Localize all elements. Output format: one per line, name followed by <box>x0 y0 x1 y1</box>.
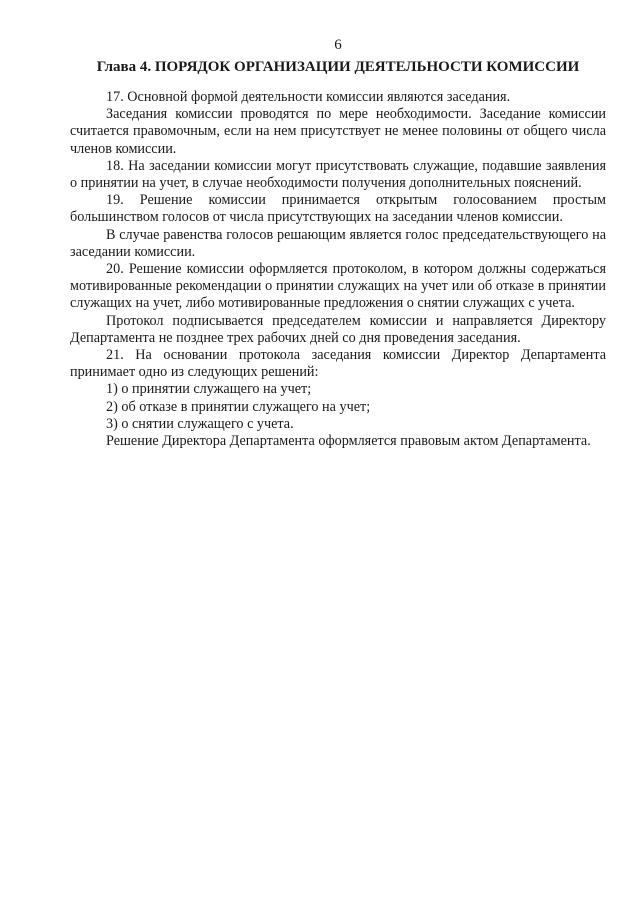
document-page <box>70 36 606 450</box>
paragraph-17: 17. Основной формой деятельности комиссии являются заседания. <box>106 89 511 105</box>
paragraph-18: 18. На заседании комиссии могут присутствовать служащие, подавшие заявления о принятии на учет, в случае необходимости получения дополнительных пояснений. <box>70 157 606 192</box>
paragraph-20: 20. Решение комиссии оформляется протоколом, в котором должны содержаться мотивированные рекомендации о принятии служащих на учет или об отказе в принятии служащих на учет, либо мотивированные предложения о снятии служащих с учета. <box>70 261 606 312</box>
paragraph-quorum: Заседания комиссии проводятся по мере необходимости. Заседание комиссии считается правомочным, если на нем присутствует не менее половины от общего числа членов комиссии. <box>70 106 606 157</box>
decision-option-2: 2) об отказе в принятии служащего на учет; <box>106 398 371 415</box>
paragraph-protocol: Протокол подписывается председателем комиссии и направляется Директору Департамента не позднее трех рабочих дней со дня проведения заседания. <box>70 312 606 346</box>
chapter-title: Глава 4. ПОРЯДОК ОРГАНИЗАЦИИ ДЕЯТЕЛЬНОСТИ КОМИССИИ <box>96 59 580 75</box>
paragraph-final-decision: Решение Директора Департамента оформляется правовым актом Департамента. <box>106 433 591 450</box>
decision-option-1: 1) о принятии служащего на учет; <box>106 381 312 398</box>
paragraph-19: 19. Решение комиссии принимается открытым голосованием простым большинством голосов от числа присутствующих на заседании членов комиссии. <box>70 192 606 226</box>
paragraph-21: 21. На основании протокола заседания комиссии Директор Департамента принимает одно из следующих решений: <box>70 347 606 381</box>
paragraph-tie-vote: В случае равенства голосов решающим является голос председательствующего на заседании комиссии. <box>70 226 606 260</box>
decision-option-3: 3) о снятии служащего с учета. <box>106 415 294 432</box>
page-number: 6 <box>334 37 342 53</box>
